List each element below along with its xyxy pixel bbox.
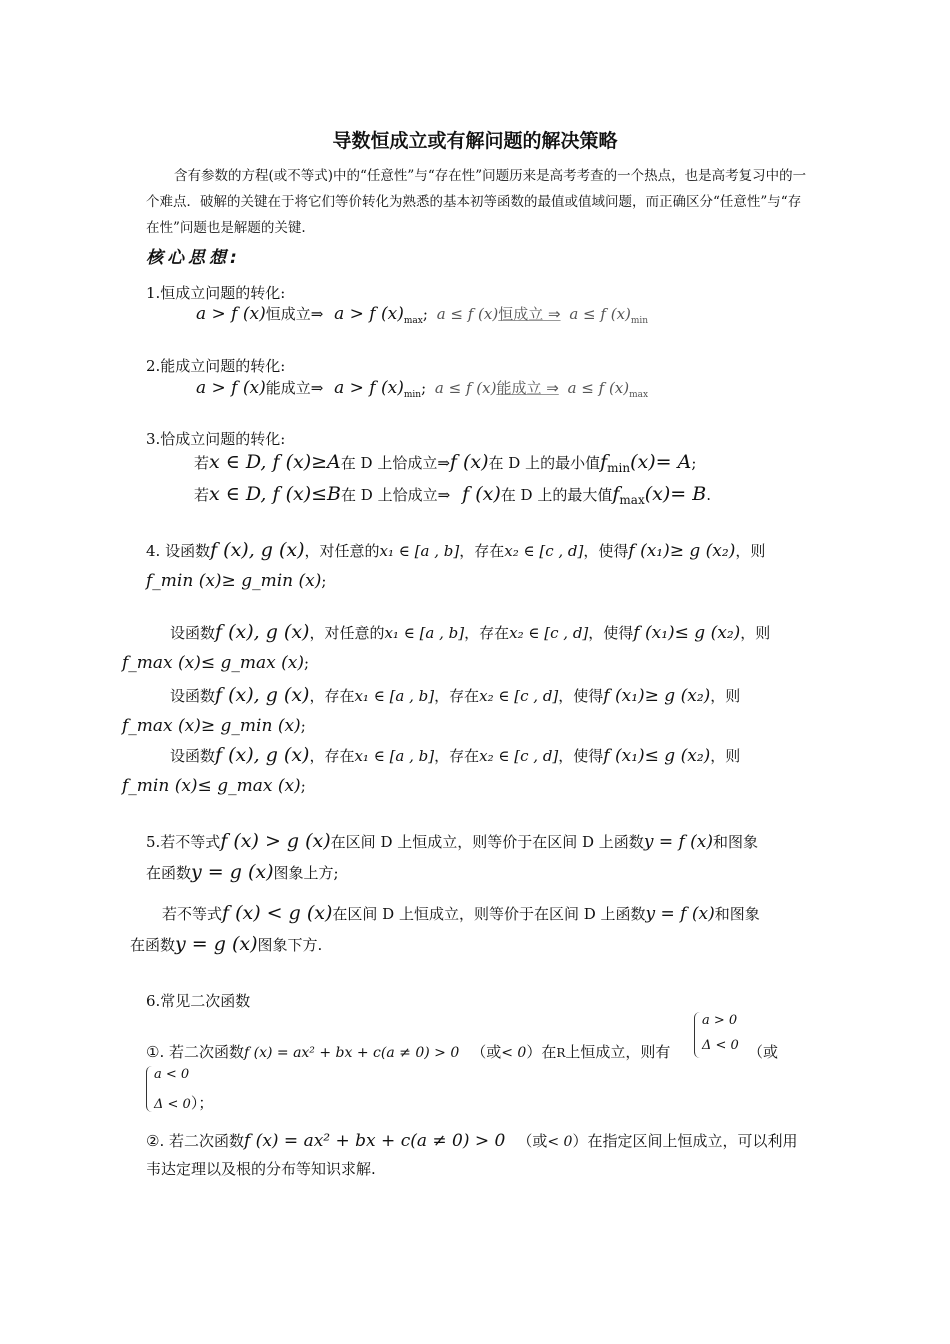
s5-p2-pre: 若不等式 <box>162 905 223 923</box>
s4-p4-res: f_min (x)≤ g_max (x) <box>122 776 301 796</box>
page-title: 导数恒成立或有解问题的解决策略 <box>332 130 618 152</box>
section-6-item-2 <box>146 1130 797 1151</box>
s4-p1-q4: ，则 <box>735 542 766 560</box>
s6-sys2b: Δ < 0 <box>154 1097 191 1112</box>
s4-p3-q3: ，使得 <box>558 687 604 705</box>
s4-p1-x2: x₂ ∈ [c , d] <box>504 542 584 560</box>
system-2-row-2 <box>154 1092 213 1113</box>
s6-i2-m: f (x) = ax² + bx + c(a ≠ 0) > 0 <box>243 1131 506 1151</box>
s3-l1-t2: 在 D 上的最小值 <box>488 454 601 472</box>
section-6-item-2-cont <box>146 1158 376 1179</box>
s6-i1-close: ）； <box>190 1094 214 1112</box>
s1-d: a ≤ f (x) <box>569 305 631 323</box>
s4-p4-fg: f (x), g (x) <box>215 744 310 766</box>
system-2-row-1 <box>154 1067 189 1082</box>
s5-p2-t2: 和图象 <box>714 905 760 923</box>
s4-p3-q4: ，则 <box>710 687 741 705</box>
s4-p4-end: ; <box>300 777 306 795</box>
s6-sys2a: a < 0 <box>154 1067 190 1082</box>
s4-p2-fg: f (x), g (x) <box>215 621 310 643</box>
s1-t1: 恒成立⇒ <box>265 305 324 323</box>
s2-sub-d: max <box>629 390 649 400</box>
s5-p1-t: 在区间 D 上恒成立，则等价于在区间 D 上函数 <box>330 833 644 851</box>
s4-p3-res: f_max (x)≥ g_min (x) <box>122 716 301 736</box>
s2-c: a ≤ f (x) <box>434 379 497 397</box>
s3-l1-pre: 若 <box>194 454 210 472</box>
s3-l1-m: x ∈ D, f (x)≥A <box>209 451 341 473</box>
s1-sep: ; <box>422 305 428 323</box>
s4-p2-end: ; <box>304 654 310 672</box>
core-heading: 核心思想: <box>146 248 241 268</box>
s2-d: a ≤ f (x) <box>567 379 630 397</box>
section-3-line-2 <box>194 483 711 507</box>
s4-p1-rel: f (x₁)≥ g (x₂) <box>628 541 736 561</box>
s6-i1-R: R <box>556 1046 566 1060</box>
s3-l2-end: . <box>706 486 711 504</box>
section-6-item-1 <box>146 1041 670 1062</box>
s4-p3-pre: 设函数 <box>170 687 216 705</box>
s4-p3-x1: x₁ ∈ [a , b] <box>354 687 435 705</box>
s5-p1-t3: 在函数 <box>146 864 192 882</box>
s4-p4-x1: x₁ ∈ [a , b] <box>354 747 435 765</box>
s3-l1-m2: f (x) <box>449 451 489 473</box>
s4-p4-pre: 设函数 <box>170 747 216 765</box>
s6-i2-pre: ②. 若二次函数 <box>146 1132 244 1150</box>
s6-i2-t2: 韦达定理以及根的分布等知识求解. <box>146 1160 376 1178</box>
s4-p3-rel: f (x₁)≥ g (x₂) <box>603 686 711 706</box>
s4-p1-q3: ，使得 <box>583 542 629 560</box>
section-3-line-1 <box>194 451 696 475</box>
system-1-row-1 <box>702 1013 737 1028</box>
section-6-title: 6.常见二次函数 <box>146 992 251 1010</box>
s2-a: a > f (x) <box>196 378 266 398</box>
section-4-item-1 <box>146 535 806 596</box>
s4-p4-rel: f (x₁)≤ g (x₂) <box>603 746 711 766</box>
s6-i1-or: （或 <box>471 1043 502 1061</box>
section-6-item-1-or <box>748 1041 778 1062</box>
s6-sys1a: a > 0 <box>702 1013 738 1028</box>
s4-p4-q3: ，使得 <box>558 747 604 765</box>
s4-p1-q1: ，对任意的 <box>304 542 380 560</box>
s4-p3-q2: ，存在 <box>434 687 480 705</box>
intro-paragraph: 含有参数的方程(或不等式)中的“任意性”与“存在性”问题历来是高考考查的一个热点，也是高考复习中的一个难点．破解的关键在于将它们等价转化为熟悉的基本初等函数的最值或值域问题，而正确区分“任意性”与“存在性”问题也是解题的关键. <box>146 168 807 236</box>
s6-i1-t: ）在 <box>526 1043 557 1061</box>
s6-i1-lt: < 0 <box>501 1045 527 1061</box>
s5-p1-m3: y = g (x) <box>191 861 274 883</box>
s5-p1-t2: 和图象 <box>713 833 759 851</box>
section-4-item-4 <box>122 740 806 801</box>
s5-p2-t4: 图象下方. <box>257 936 323 954</box>
s4-p3-x2: x₂ ∈ [c , d] <box>479 687 559 705</box>
s4-p2-x2: x₂ ∈ [c , d] <box>509 624 589 642</box>
s1-b: a > f (x) <box>334 304 404 324</box>
s4-p3-end: ; <box>300 717 306 735</box>
s1-a: a > f (x) <box>196 304 266 324</box>
s4-p4-q4: ，则 <box>710 747 741 765</box>
s4-p4-q2: ，存在 <box>434 747 480 765</box>
s5-p2-t3: 在函数 <box>130 936 176 954</box>
s1-sub-b: max <box>403 316 423 326</box>
section-4-item-2 <box>122 617 806 678</box>
s4-p4-x2: x₂ ∈ [c , d] <box>479 747 559 765</box>
s2-b: a > f (x) <box>334 378 404 398</box>
s2-sep: ; <box>421 379 427 397</box>
s3-l1-sub: min <box>607 461 631 475</box>
s4-p1-pre: 4. 设函数 <box>146 542 211 560</box>
s4-p4-q1: ，存在 <box>309 747 355 765</box>
s4-p1-res: f_min (x)≥ g_min (x) <box>146 571 322 591</box>
s5-p2-t: 在区间 D 上恒成立，则等价于在区间 D 上函数 <box>332 905 646 923</box>
section-5-item-1 <box>146 826 806 888</box>
s4-p1-fg: f (x), g (x) <box>210 539 305 561</box>
s3-l2-m2: f (x) <box>462 483 501 505</box>
s6-i1-m: f (x) = ax² + bx + c(a ≠ 0) > 0 <box>243 1045 460 1061</box>
s6-i1-t2: 上恒成立，则有 <box>565 1043 671 1061</box>
section-5-item-2 <box>130 898 806 960</box>
s1-c: a ≤ f (x) <box>436 305 499 323</box>
section-3-title: 3.恰成立问题的转化: <box>146 430 286 448</box>
section-2-title: 2.能成立问题的转化: <box>146 357 286 375</box>
s5-p1-m: f (x) > g (x) <box>220 830 331 852</box>
s5-p2-m2: y = f (x) <box>645 904 715 924</box>
s5-p1-m2: y = f (x) <box>643 832 714 852</box>
s6-i2-t: ）在指定区间上恒成立，可以利用 <box>572 1132 798 1150</box>
s3-l1-end: ; <box>691 454 697 472</box>
s2-t1: 能成立⇒ <box>265 379 324 397</box>
s4-p2-rel: f (x₁)≤ g (x₂) <box>633 623 741 643</box>
s4-p1-x1: x₁ ∈ [a , b] <box>379 542 460 560</box>
s4-p3-fg: f (x), g (x) <box>215 684 310 706</box>
s4-p2-q1: ，对任意的 <box>309 624 385 642</box>
section-2-formula <box>196 377 648 400</box>
s4-p1-end: ; <box>321 572 327 590</box>
s6-i1-or2: （或 <box>748 1043 779 1061</box>
s5-p1-t4: 图象上方; <box>273 864 339 882</box>
system-1-row-2 <box>702 1038 739 1053</box>
s3-l2-t2: 在 D 上的最大值 <box>500 486 613 504</box>
s1-sub-d: min <box>630 316 649 326</box>
s2-t2: 能成立 ⇒ <box>496 379 559 397</box>
s3-l2-t: 在 D 上恰成立⇒ <box>341 486 451 504</box>
s6-i1-pre: ①. 若二次函数 <box>146 1043 244 1061</box>
s4-p2-q4: ，则 <box>740 624 771 642</box>
s3-l2-m: x ∈ D, f (x)≤B <box>209 483 342 505</box>
section-4-item-3 <box>122 680 806 741</box>
s5-p1-pre: 5.若不等式 <box>146 833 221 851</box>
s3-l1-m4: (x)= A <box>630 451 692 473</box>
section-1-title: 1.恒成立问题的转化: <box>146 284 286 302</box>
s4-p2-q2: ，存在 <box>464 624 510 642</box>
s3-l1-t: 在 D 上恰成立⇒ <box>340 454 450 472</box>
s6-sys1b: Δ < 0 <box>702 1038 739 1053</box>
s4-p2-res: f_max (x)≤ g_max (x) <box>122 653 305 673</box>
s4-p2-x1: x₁ ∈ [a , b] <box>384 624 465 642</box>
s3-l2-sub: max <box>619 493 645 507</box>
s2-sub-b: min <box>403 390 422 400</box>
s5-p2-m: f (x) < g (x) <box>222 902 333 924</box>
s6-i2-or: （或 <box>517 1132 548 1150</box>
s4-p3-q1: ，存在 <box>309 687 355 705</box>
s3-l2-m3: f <box>612 483 620 505</box>
s3-l2-pre: 若 <box>194 486 210 504</box>
s3-l1-m3: f <box>600 451 608 473</box>
section-1-formula <box>196 303 648 326</box>
s5-p2-m3: y = g (x) <box>175 933 258 955</box>
s4-p2-pre: 设函数 <box>170 624 216 642</box>
s1-t2: 恒成立 ⇒ <box>498 305 561 323</box>
s4-p2-q3: ，使得 <box>588 624 634 642</box>
s4-p1-q2: ，存在 <box>459 542 505 560</box>
s3-l2-m4: (x)= B <box>644 483 707 505</box>
s6-i2-lt: < 0 <box>547 1134 573 1150</box>
